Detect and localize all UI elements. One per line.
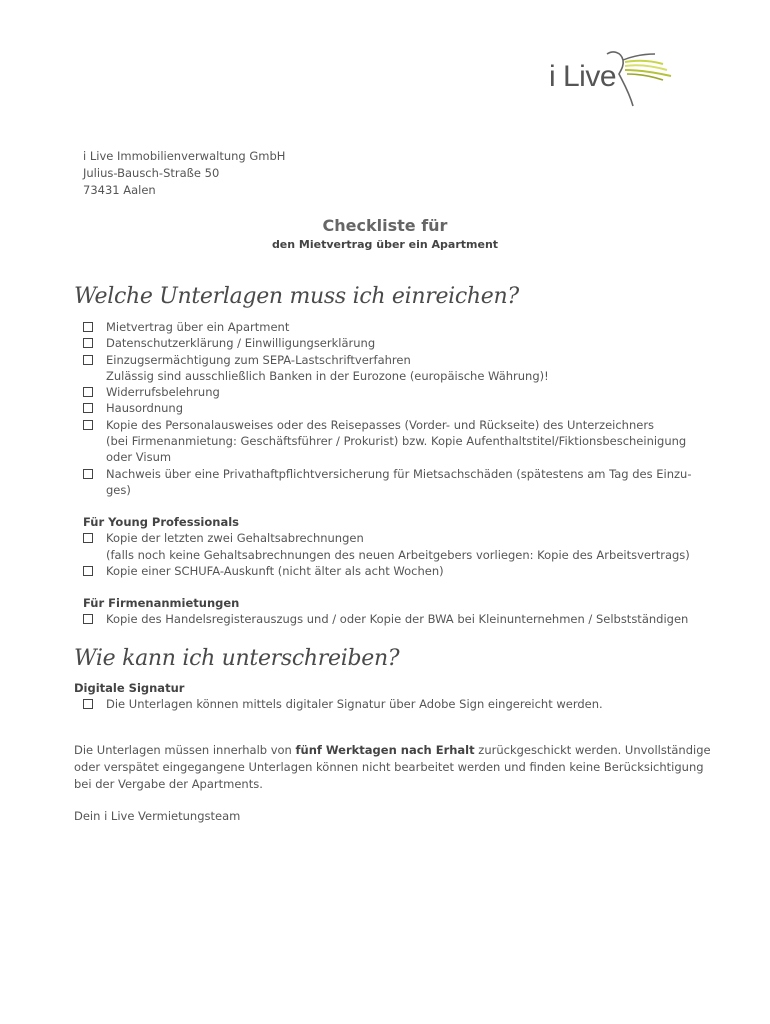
address-line: Julius-Bausch-Straße 50 [83,166,220,180]
checklist-item-note: (falls noch keine Gehaltsabrechnungen des neuen Arbeitgebers vorliegen: Kopie des Arbeitsvertrags) [106,547,690,562]
section-heading-signature: Wie kann ich unterschreiben? [74,646,400,671]
checklist-item: Nachweis über eine Privathaftpflichtversicherung für Mietsachschäden (spätestens am Tag des Einzu- [83,466,703,482]
group-title: Für Firmenanmietungen [83,596,240,610]
documents-checklist [83,319,703,498]
logo-text: i Live [549,60,617,93]
checkbox[interactable] [83,566,93,576]
checklist-item-note: Zulässig sind ausschließlich Banken in der Eurozone (europäische Währung)! [106,368,549,383]
checklist-item: Kopie der letzten zwei Gehaltsabrechnungen [83,530,703,546]
checkbox[interactable] [83,387,93,397]
checkbox[interactable] [83,322,93,332]
checkbox[interactable] [83,338,93,348]
checkbox[interactable] [83,403,93,413]
group-title: Für Young Professionals [83,515,239,529]
checklist-item-note: oder Visum [106,450,172,465]
checkbox[interactable] [83,614,93,624]
deadline-emphasis: fünf Werktagen nach Erhalt [295,743,475,757]
checkbox[interactable] [83,699,93,709]
checkbox[interactable] [83,533,93,543]
signoff: Dein i Live Vermietungsteam [74,809,241,823]
checklist-item: Datenschutzerklärung / Einwilligungserklärung [83,335,703,351]
group-title: Digitale Signatur [74,681,185,695]
closing-paragraph: Die Unterlagen müssen innerhalb von fünf Werktagen nach Erhalt zurückgeschickt werden. Unvollständige oder verspätet eingegangene Unterlagen können nicht bearbeitet werden und finden keine Berücksichtigung bei der Vergabe der Apartments. [74,743,711,791]
checklist-item: Hausordnung [83,400,703,416]
checklist-item: Einzugsermächtigung zum SEPA-Lastschriftverfahren [83,352,703,368]
checklist-item: Widerrufsbelehrung [83,384,703,400]
checkbox[interactable] [83,420,93,430]
checklist-item: Mietvertrag über ein Apartment [83,319,703,335]
page-subtitle: den Mietvertrag über ein Apartment [271,238,499,251]
hummingbird-icon [603,48,695,112]
checkbox[interactable] [83,469,93,479]
address-line: 73431 Aalen [83,183,156,197]
young-professionals-block [83,514,703,579]
checklist-item: Die Unterlagen können mittels digitaler Signatur über Adobe Sign eingereicht werden. [83,696,704,712]
checklist-item-note: ges) [106,482,131,497]
checklist-item-note: (bei Firmenanmietung: Geschäftsführer / Prokurist) bzw. Kopie Aufenthaltstitel/Fiktionsbescheinigung [106,434,687,449]
company-address [83,148,285,199]
checkbox[interactable] [83,355,93,365]
page-title: Checkliste für [322,216,448,235]
checklist-item: Kopie einer SCHUFA-Auskunft (nicht älter als acht Wochen) [83,563,703,579]
checklist-item: Kopie des Handelsregisterauszugs und / oder Kopie der BWA bei Kleinunternehmen / Selbstständigen [83,611,713,627]
ilive-logo [545,48,693,112]
digital-signature-block [74,680,704,713]
section-heading-documents: Welche Unterlagen muss ich einreichen? [74,284,519,309]
checklist-item: Kopie des Personalausweises oder des Reisepasses (Vorder- und Rückseite) des Unterzeichners [83,417,703,433]
address-line: i Live Immobilienverwaltung GmbH [83,149,286,163]
company-rental-block [83,595,713,628]
